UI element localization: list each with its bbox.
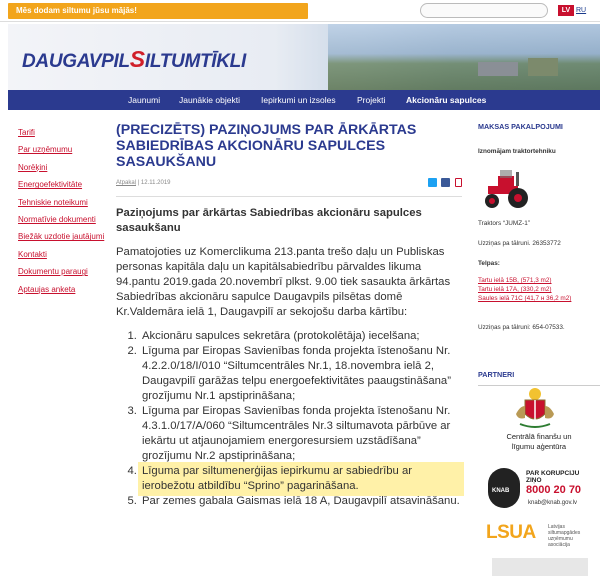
lsua-logo: LSUA	[486, 522, 536, 543]
cfla-text: Centrālā finanšu un līgumu aģentūra	[506, 432, 572, 451]
article-meta	[116, 180, 462, 190]
tractor-icon	[480, 166, 534, 210]
top-bar	[0, 0, 600, 22]
facebook-icon[interactable]	[441, 178, 450, 187]
knab-abbr: KNAB	[492, 488, 510, 494]
site-header	[8, 24, 600, 90]
article-subtitle: Paziņojums par ārkārtas Sabiedrības akcionāru sapulces sasaukšanu	[116, 207, 422, 234]
knab-banner[interactable]	[488, 468, 592, 514]
back-link[interactable]: Atpakaļ	[116, 180, 137, 186]
telpas-link[interactable]: Tartu ielā 15B, (571,3 m2)	[478, 277, 552, 284]
sidebar-item-par-uznemumu[interactable]: Par uzņēmumu	[18, 145, 73, 155]
logo-s-mark: S	[129, 46, 145, 72]
agenda-item: 1. Akcionāru sapulces sekretāra (protokolētāja) iecelšana;	[140, 329, 462, 344]
sidebar-item-dokumentu-paraugi[interactable]: Dokumentu paraugi	[18, 267, 88, 277]
sidebar-item-tehniskie-noteikumi[interactable]: Tehniskie noteikumi	[18, 197, 88, 207]
telpas-label: Telpas:	[478, 260, 500, 267]
sidebar-item-tarifi[interactable]: Tarifi	[18, 128, 35, 137]
lang-ru-button[interactable]: RU	[576, 7, 587, 14]
agenda-item: 3. Līguma par Eiropas Savienības fonda projekta īstenošanu Nr. 4.3.1.0/17/A/060 “Siltumcentrāles Nr.3 siltumavota pārbūve ar iekārtu ut atjaunojamiem energoresursiem uzstādīšana” grozījumu Nr.2 apstiprināšana;	[140, 404, 462, 464]
right-column	[478, 122, 600, 548]
nav-item-jaunumi[interactable]: Jaunumi	[128, 95, 161, 105]
knab-email: knab@knab.gov.lv	[528, 500, 578, 506]
sidebar-item-norekini[interactable]: Norēķini	[18, 162, 48, 172]
lang-lv-button[interactable]: LV	[558, 5, 574, 16]
header-city-photo	[328, 24, 600, 90]
sidebar-item-kontakti[interactable]: Kontakti	[18, 249, 47, 259]
rent-text: Iznomājam traktortehniku	[478, 148, 556, 155]
agenda-list	[116, 329, 462, 509]
logo-text-part1: DAUGAVPIL	[22, 51, 130, 72]
draugiem-icon[interactable]	[455, 178, 462, 187]
phone-info: Uzziņas pa tālruni. 26353772	[478, 240, 561, 247]
knab-phone: 8000 20 70	[526, 484, 582, 496]
telpas-link[interactable]: Tartu ielā 17A, (330,2 m2)	[478, 286, 552, 293]
twitter-icon[interactable]	[428, 178, 437, 187]
agenda-item: 5. Par zemes gabala Gaismas ielā 18 A, Daugavpilī atsavināšanu.	[140, 494, 462, 509]
sidebar-item-normativie-dokumenti[interactable]: Normatīvie dokumenti	[18, 214, 96, 224]
main-nav	[8, 90, 600, 110]
sidebar-item-aptaujas-anketa[interactable]: Aptaujas anketa	[18, 284, 76, 294]
nav-item-objekti[interactable]: Jaunākie objekti	[179, 95, 240, 105]
divider	[116, 196, 462, 197]
partners-heading-wrap	[478, 364, 600, 386]
lsua-banner[interactable]	[486, 520, 600, 550]
telpas-list	[478, 276, 600, 303]
article-date: 12.11.2019	[140, 180, 171, 186]
lsua-text: Latvijas siltumapgādes uzņēmumu asociācija	[548, 524, 581, 548]
cfla-crest-icon[interactable]	[510, 384, 560, 430]
nav-item-akcionaru-sapulces[interactable]: Akcionāru sapulces	[406, 95, 487, 105]
sidebar-item-biezak-uzdotie[interactable]: Biežāk uzdotie jautājumi	[18, 232, 105, 242]
meta-separator: |	[137, 180, 141, 186]
agenda-item-highlighted: 4. Līguma par siltumenerģijas iepirkumu ar sabiedrību ar ierobežotu atbildību “Sprino” pagarināšana.	[140, 464, 462, 494]
knab-title: PAR KORUPCIJU ZIŅO	[526, 470, 580, 484]
nav-item-projekti[interactable]: Projekti	[357, 95, 386, 105]
agenda-item: 2. Līguma par Eiropas Savienības fonda projekta īstenošanu Nr. 4.2.2.0/18/I/010 “Siltumcentrāles Nr.1, 18.novembra ielā 2, Daugavpilī garāžas telpu energoefektivitātes paaugstināšana” grozījumu Nr.1 apstiprināšana;	[140, 344, 462, 404]
share-buttons	[425, 178, 462, 189]
logo-text-part2: ILTUMTĪKLI	[144, 51, 246, 72]
sidebar-item-energoefektivitate[interactable]: Energoefektivitāte	[18, 180, 83, 190]
article	[116, 122, 462, 509]
tractor-caption: Traktors “JUMZ-1”	[478, 220, 530, 227]
article-intro: Pamatojoties uz Komerclikuma 213.panta trešo daļu un Publiskas personas kapitāla daļu un kapitālsabiedrību pārvaldes likuma 94.pantu 2019.gada 20.novembrī plkst. 9.00 tiek sasaukta ārkārtas Sabiedrības akcionāru sapulce Daugavpils pilsētas domē Kr.Valdemāra ielā 1, Daugavpilī ar sekojošu darba kārtību:	[116, 246, 451, 318]
header-building-shape	[478, 62, 518, 76]
phone-info: Uzziņas pa tālruni: 654-07533.	[478, 324, 565, 331]
paid-services-heading: MAKSAS PAKALPOJUMI	[478, 122, 563, 131]
header-building-shape	[528, 58, 558, 76]
sidebar-menu	[18, 128, 106, 302]
nav-item-iepirkumi[interactable]: Iepirkumi un izsoles	[261, 95, 336, 105]
page-title: (PRECIZĒTS) PAZIŅOJUMS PAR ĀRKĀRTAS SABIEDRĪBAS AKCIONĀRU SAPULCES SASAUKŠANU	[116, 122, 417, 170]
partners-heading: PARTNERI	[478, 370, 515, 379]
partner-banner-placeholder[interactable]	[492, 558, 588, 576]
slogan-banner: Mēs dodam siltumu jūsu mājās!	[8, 3, 308, 19]
telpas-link[interactable]: Saules ielā 71C (41,7 н 36,2 m2)	[478, 295, 572, 302]
search-input[interactable]	[420, 3, 548, 18]
site-logo[interactable]	[22, 46, 246, 73]
